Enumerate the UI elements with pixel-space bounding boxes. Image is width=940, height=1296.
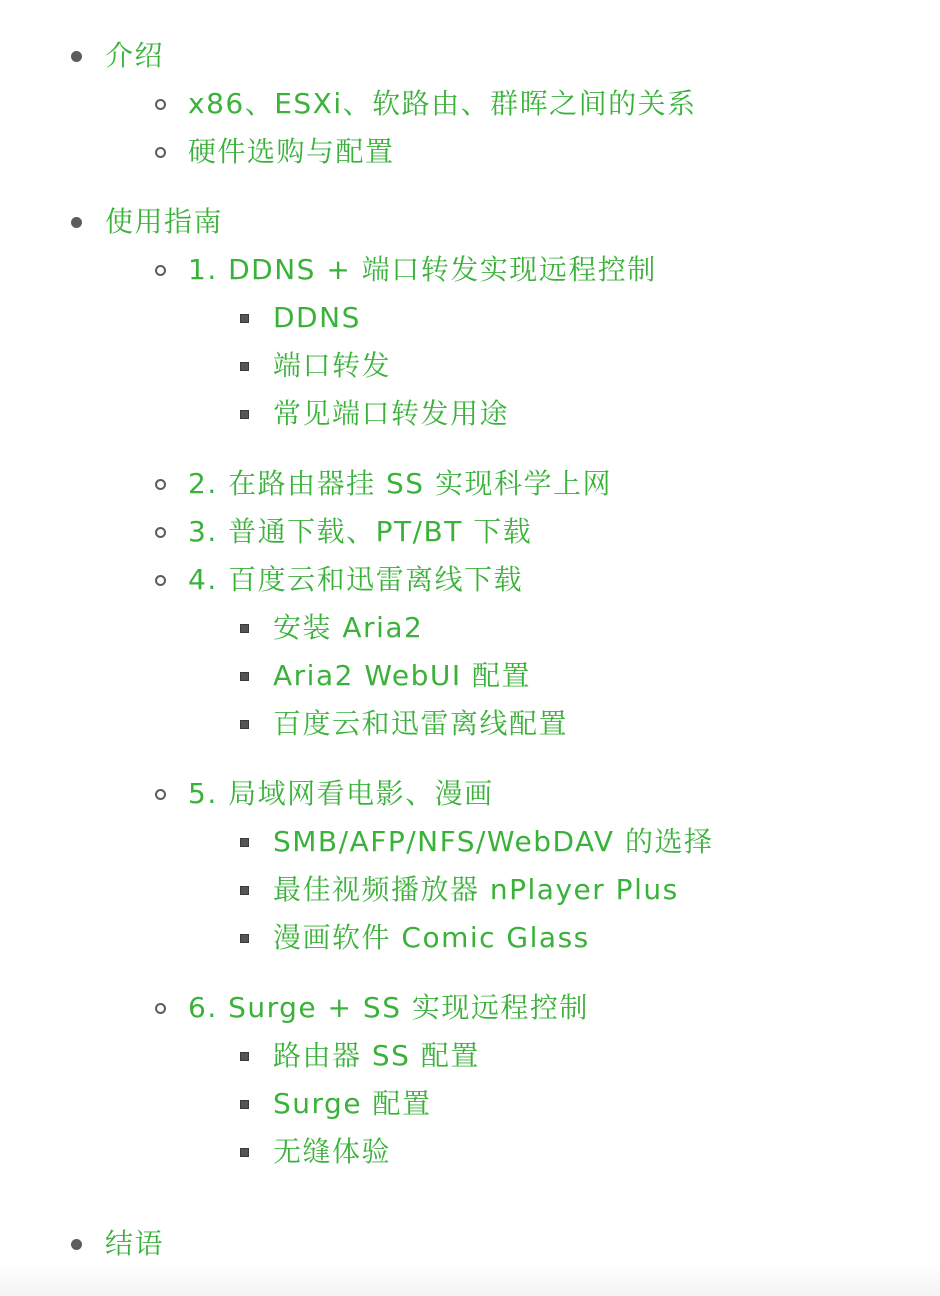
toc-link-section-6[interactable]: 6. Surge + SS 实现远程控制 (188, 991, 589, 1024)
toc-link-protocols[interactable]: SMB/AFP/NFS/WebDAV 的选择 (273, 825, 714, 858)
toc-item-section-3 (155, 512, 532, 552)
square-bullet-icon (240, 886, 249, 895)
toc-item-router-ss (240, 1036, 480, 1076)
square-bullet-icon (240, 362, 249, 371)
toc-item-nplayer (240, 870, 679, 910)
toc-item-section-2 (155, 464, 612, 504)
square-bullet-icon (240, 624, 249, 633)
square-bullet-icon (240, 934, 249, 943)
circle-bullet-icon (155, 479, 166, 490)
circle-bullet-icon (155, 147, 166, 158)
toc-link-offline-config[interactable]: 百度云和迅雷离线配置 (273, 707, 569, 740)
toc-link-section-3[interactable]: 3. 普通下载、PT/BT 下载 (188, 515, 533, 548)
toc-item-aria2-webui (240, 656, 531, 696)
square-bullet-icon (240, 720, 249, 729)
toc-item-section-5 (155, 774, 494, 814)
disc-bullet-icon (71, 1239, 82, 1250)
circle-bullet-icon (155, 99, 166, 110)
toc-item-surge-config (240, 1084, 431, 1124)
toc-link-intro[interactable]: 介绍 (105, 39, 165, 72)
toc-item-ddns (240, 298, 361, 338)
toc-item-section-4 (155, 560, 523, 600)
toc-link-comic-glass[interactable]: 漫画软件 Comic Glass (273, 921, 590, 954)
toc-link-hardware[interactable]: 硬件选购与配置 (188, 135, 395, 168)
disc-bullet-icon (71, 217, 82, 228)
toc-link-conclusion[interactable]: 结语 (105, 1227, 165, 1260)
toc-link-port-uses[interactable]: 常见端口转发用途 (273, 397, 510, 430)
toc-link-section-4[interactable]: 4. 百度云和迅雷离线下载 (188, 563, 524, 596)
toc-link-section-1[interactable]: 1. DDNS + 端口转发实现远程控制 (188, 253, 657, 286)
toc-link-install-aria2[interactable]: 安装 Aria2 (273, 611, 424, 644)
circle-bullet-icon (155, 575, 166, 586)
square-bullet-icon (240, 314, 249, 323)
toc-item-intro (71, 36, 164, 76)
toc-item-port-uses (240, 394, 509, 434)
toc-link-surge-config[interactable]: Surge 配置 (273, 1087, 432, 1120)
square-bullet-icon (240, 838, 249, 847)
toc-item-port-forward (240, 346, 391, 386)
toc-item-section-6 (155, 988, 589, 1028)
toc-item-relationship (155, 84, 697, 124)
toc-link-section-5[interactable]: 5. 局域网看电影、漫画 (188, 777, 494, 810)
toc-link-guide[interactable]: 使用指南 (105, 205, 224, 238)
toc-link-ddns[interactable]: DDNS (273, 301, 361, 334)
toc-item-seamless (240, 1132, 391, 1172)
toc-link-router-ss[interactable]: 路由器 SS 配置 (273, 1039, 480, 1072)
toc-link-nplayer[interactable]: 最佳视频播放器 nPlayer Plus (273, 873, 679, 906)
square-bullet-icon (240, 672, 249, 681)
square-bullet-icon (240, 1100, 249, 1109)
disc-bullet-icon (71, 51, 82, 62)
toc-item-comic-glass (240, 918, 590, 958)
square-bullet-icon (240, 410, 249, 419)
toc-link-seamless[interactable]: 无缝体验 (273, 1135, 392, 1168)
toc-item-conclusion (71, 1224, 164, 1264)
toc-link-section-2[interactable]: 2. 在路由器挂 SS 实现科学上网 (188, 467, 612, 500)
circle-bullet-icon (155, 789, 166, 800)
square-bullet-icon (240, 1148, 249, 1157)
toc-link-port-forward[interactable]: 端口转发 (273, 349, 392, 382)
toc-item-guide (71, 202, 223, 242)
toc-item-offline-config (240, 704, 568, 744)
toc-link-relationship[interactable]: x86、ESXi、软路由、群晖之间的关系 (188, 87, 697, 120)
toc-link-aria2-webui[interactable]: Aria2 WebUI 配置 (273, 659, 532, 692)
toc-item-install-aria2 (240, 608, 423, 648)
toc-item-hardware (155, 132, 395, 172)
circle-bullet-icon (155, 527, 166, 538)
toc-item-section-1 (155, 250, 657, 290)
square-bullet-icon (240, 1052, 249, 1061)
circle-bullet-icon (155, 265, 166, 276)
circle-bullet-icon (155, 1003, 166, 1014)
toc-item-protocols (240, 822, 713, 862)
